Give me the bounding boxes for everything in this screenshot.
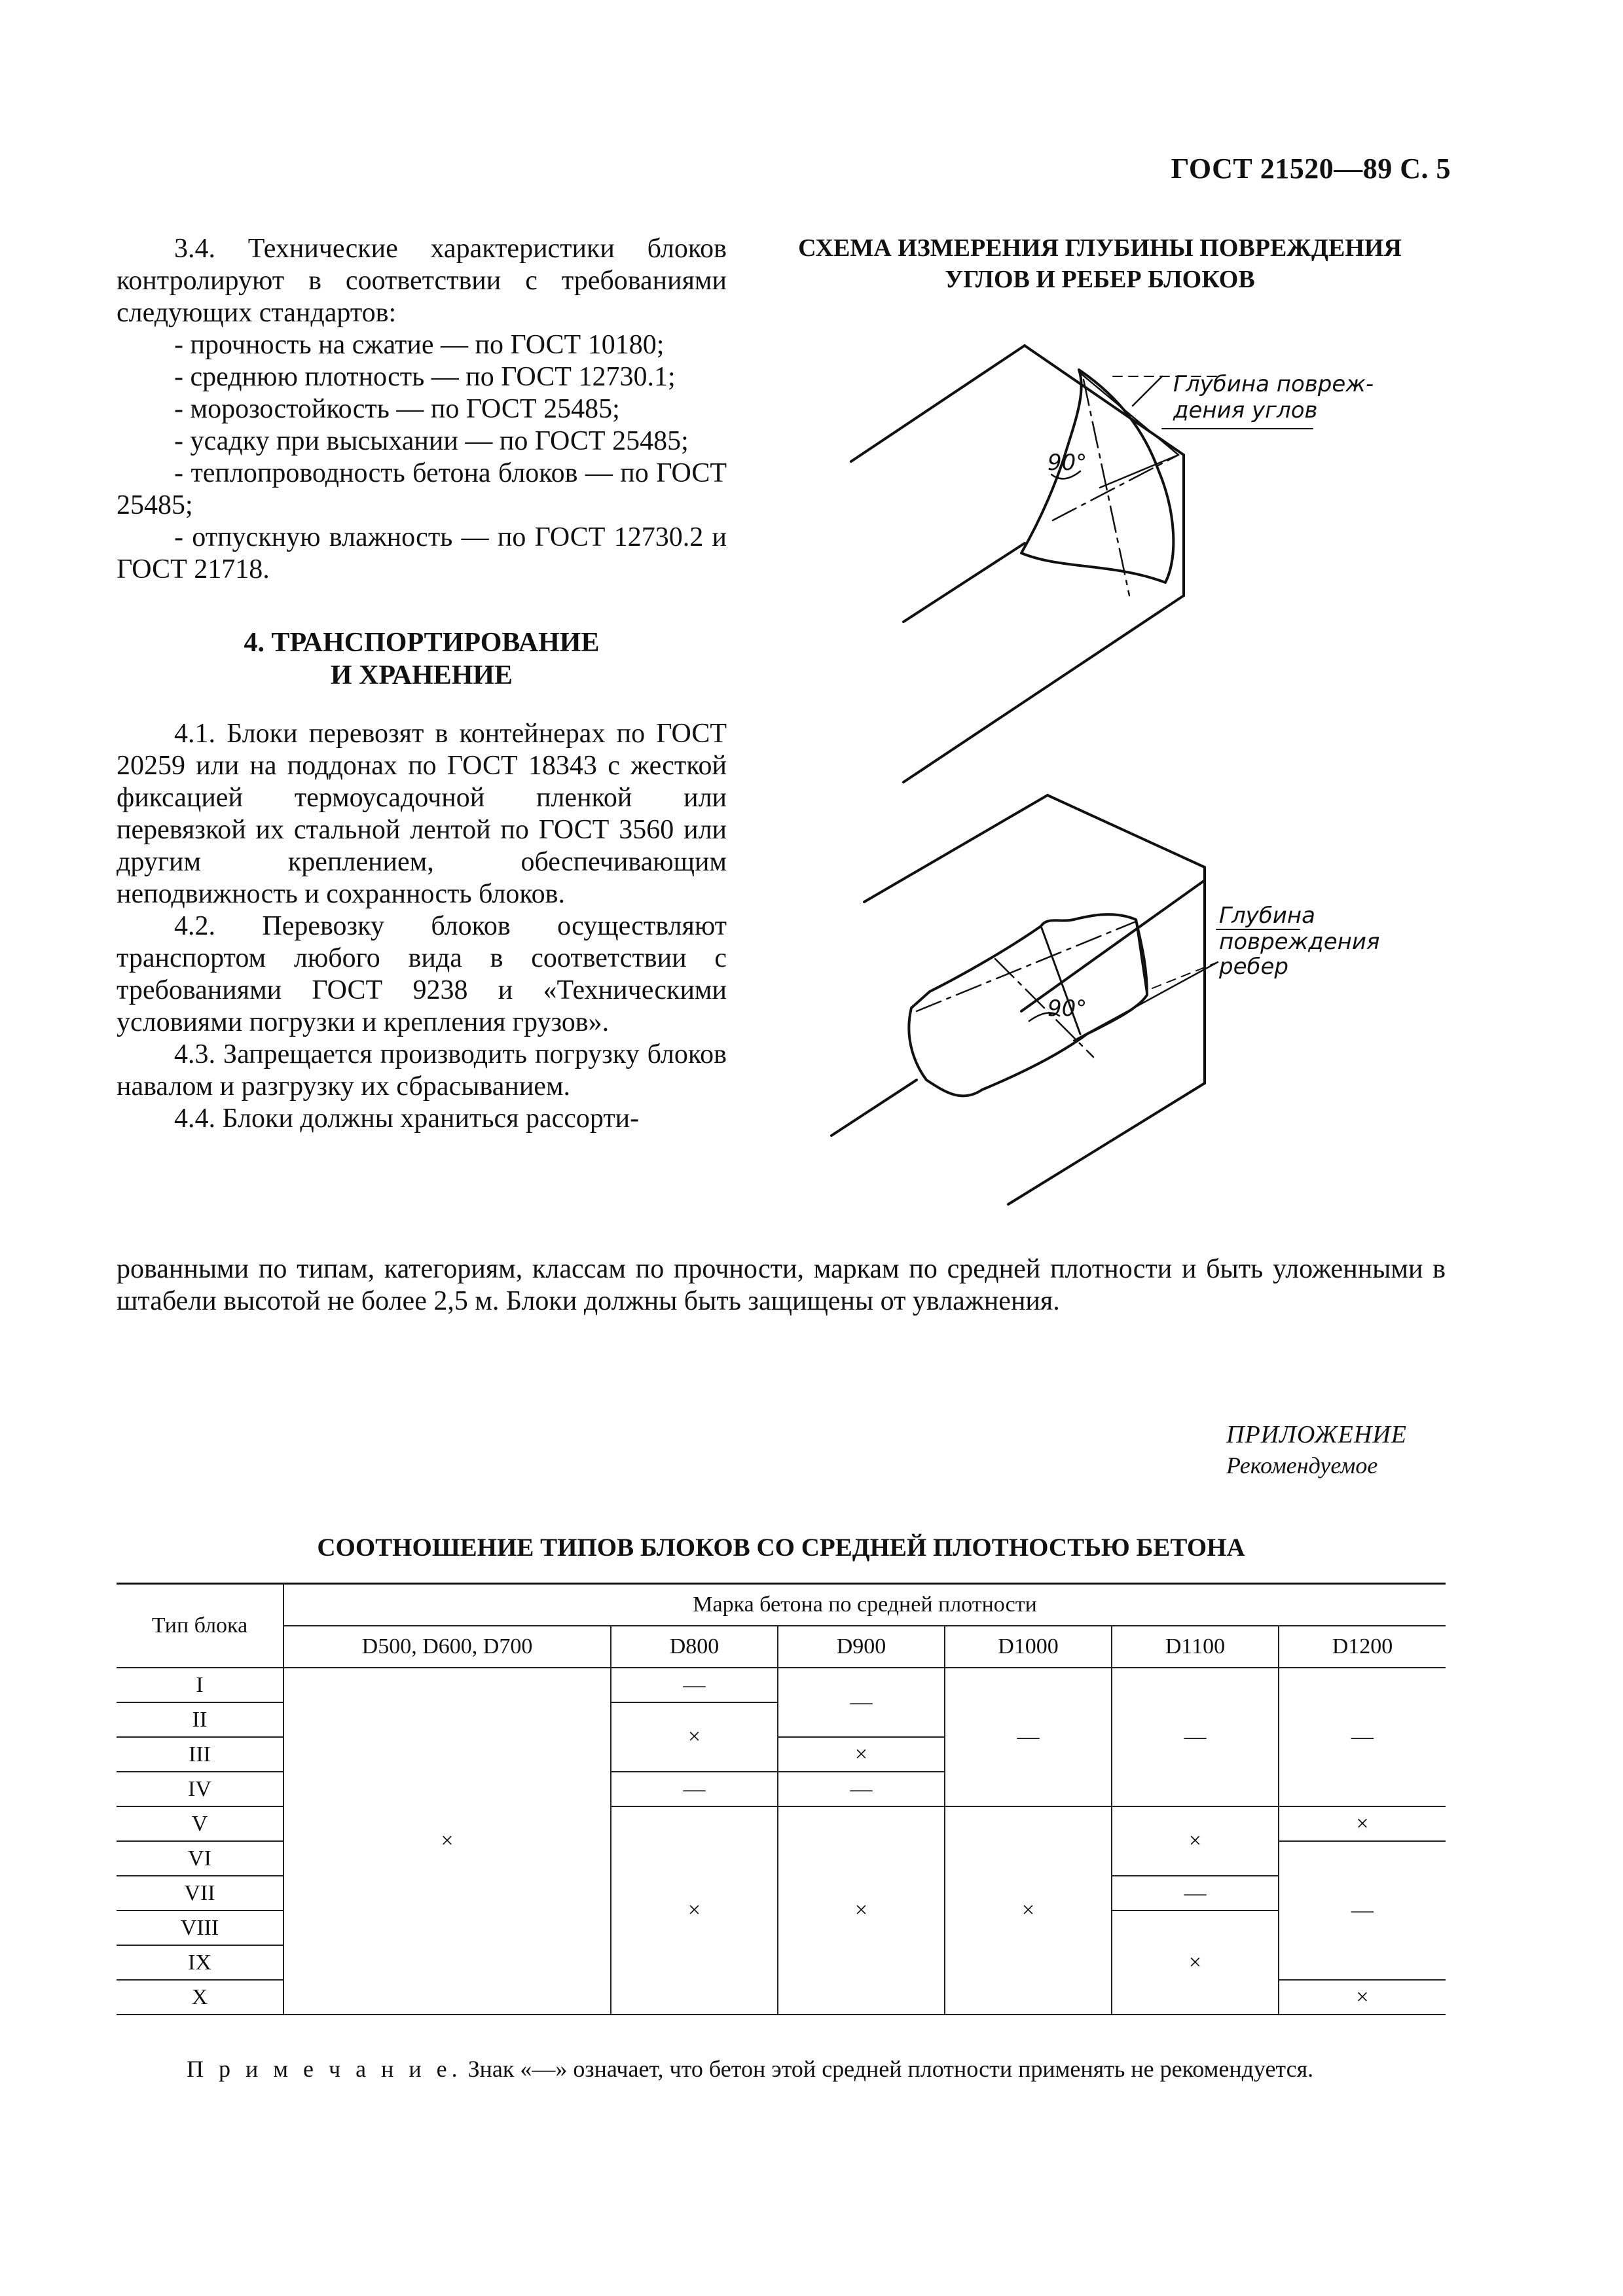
list-item: - морозостойкость — по ГОСТ 25485; [174,394,620,424]
list-item: - среднюю плотность — по ГОСТ 12730.1; [174,362,676,392]
row-label: II [117,1702,283,1737]
note-label: П р и м е ч а н и е. [187,2056,462,2082]
cell-mark: × [778,1806,945,2015]
edge-damage-drawing [831,795,1218,1204]
header-density-group: Марка бетона по средней плотности [283,1584,1446,1626]
row-label: IV [117,1772,283,1806]
cell-mark: — [778,1668,945,1737]
row-label: VII [117,1876,283,1910]
cell-mark: × [283,1668,611,2015]
row-label: V [117,1806,283,1841]
cell-mark: × [778,1737,945,1772]
cell-mark: × [1279,1980,1446,2015]
section-title-line1: 4. ТРАНСПОРТИРОВАНИЕ [244,628,600,658]
bottom-label-line3: ребер [1219,954,1288,980]
density-table [117,1583,1446,2015]
header-d1000: D1000 [945,1626,1112,1668]
row-label: I [117,1668,283,1702]
continuation-text: рованными по типам, категориям, классам по прочности, маркам по средней плотности и быть уложенными в штабели высотой не более 2,5 м. Блоки должны быть защищены от увлажнения. [117,1254,1446,1316]
figure-title-line2: УГЛОВ И РЕБЕР БЛОКОВ [945,266,1255,293]
cell-mark: × [945,1806,1112,2015]
paragraph-4-2: 4.2. Перевозку блоков осуществляют транспортом любого вида в соответствии с требованиями ГОСТ 9238 и «Техническими условиями погрузки и крепления грузов». [117,911,727,1037]
header-d800: D800 [611,1626,778,1668]
section-title-line2: И ХРАНЕНИЕ [330,660,513,691]
paragraph-4-1: 4.1. Блоки перевозят в контейнерах по ГОСТ 20259 или на поддонах по ГОСТ 18343 с жесткой фиксацией термоусадочной пленкой или перевязкой их стальной лентой по ГОСТ 3560 или другим креплением, обеспечивающим неподвижность и сохранность блоков. [117,719,727,909]
header-block-type: Тип блока [117,1584,283,1668]
paragraph-4-4-start: 4.4. Блоки должны храниться рассорти- [174,1103,640,1134]
bottom-angle-label: 90° [1048,996,1087,1022]
cell-mark: — [1112,1668,1279,1806]
header-d1200: D1200 [1279,1626,1446,1668]
page-header: ГОСТ 21520—89 С. 5 [1171,152,1451,185]
cell-mark: × [1112,1806,1279,1876]
list-item: - усадку при высыхании — по ГОСТ 25485; [174,426,689,456]
appendix-subtitle: Рекомендуемое [1226,1452,1378,1479]
table-row [117,1668,1446,1702]
bottom-label-line2: повреждения [1219,929,1380,955]
cell-mark: — [945,1668,1112,1806]
list-item: - прочность на сжатие — по ГОСТ 10180; [174,330,665,360]
top-label-line2: дения углов [1173,397,1318,423]
cell-mark: — [611,1772,778,1806]
header-d1100: D1100 [1112,1626,1279,1668]
cell-mark: × [611,1702,778,1772]
corner-damage-drawing [851,346,1218,782]
cell-mark: — [611,1668,778,1702]
row-label: VIII [117,1910,283,1945]
paragraph-3-4: 3.4. Технические характеристики блоков контролируют в соответствии с требованиями следующих стандартов: [117,234,727,328]
appendix-label [1226,1420,1407,1479]
bottom-label-line1: Глубина [1219,903,1315,929]
note-text: Знак «—» означает, что бетон этой средней плотности применять не рекомендуется. [462,2056,1314,2082]
top-angle-label: 90° [1048,450,1087,476]
appendix-title: ПРИЛОЖЕНИЕ [1226,1421,1407,1448]
paragraph-4-3: 4.3. Запрещается производить погрузку блоков навалом и разгрузку их сбрасыванием. [117,1039,727,1102]
row-label: X [117,1980,283,2015]
row-label: III [117,1737,283,1772]
header-d500-700: D500, D600, D700 [283,1626,611,1668]
list-item: - теплопроводность бетона блоков — по ГОСТ 25485; [117,458,727,520]
cell-mark: — [1279,1841,1446,1980]
cell-mark: — [1112,1876,1279,1910]
cell-mark: — [1279,1668,1446,1806]
cell-mark: × [1279,1806,1446,1841]
header-d900: D900 [778,1626,945,1668]
top-label-line1: Глубина повреж- [1173,371,1374,397]
table-note [187,2055,1313,2083]
table-title: СООТНОШЕНИЕ ТИПОВ БЛОКОВ СО СРЕДНЕЙ ПЛОТНОСТЬЮ БЕТОНА [317,1534,1245,1562]
row-label: VI [117,1841,283,1876]
figure-title-line1: СХЕМА ИЗМЕРЕНИЯ ГЛУБИНЫ ПОВРЕЖДЕНИЯ [798,234,1402,262]
cell-mark: × [1112,1910,1279,2015]
cell-mark: — [778,1772,945,1806]
row-label: IX [117,1945,283,1980]
cell-mark: × [611,1806,778,2015]
list-item: - отпускную влажность — по ГОСТ 12730.2 и ГОСТ 21718. [117,522,727,584]
